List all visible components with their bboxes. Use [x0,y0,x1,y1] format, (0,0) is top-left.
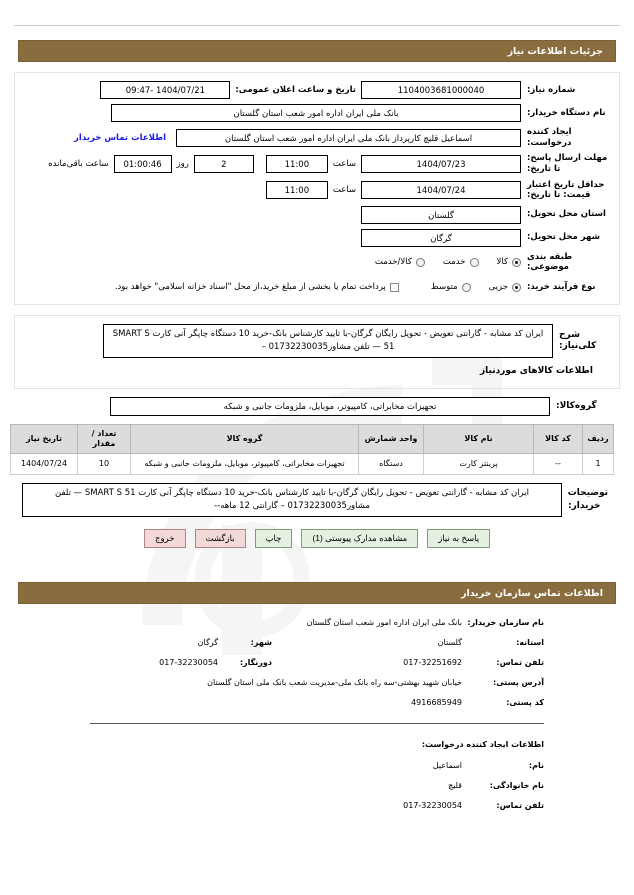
summary-text: ایران کد مشابه - گارانتی تعویض - تحویل رایگان گرگان-با تایید کارشناس بانک-خرید 10 دستگاه چاپگر آنی کارت SMART S 51 — تلفن مشاور01732230035 – [103,324,553,358]
city-field[interactable]: گرگان [361,229,521,247]
top-divider [14,25,620,26]
cell-nam-kala: پرینتر کارت [424,453,534,474]
validity-hour-label: ساعت [332,185,356,196]
treasury-checkbox-option[interactable] [115,282,399,292]
creator-section [60,761,544,810]
cell-radif: 1 [583,453,614,474]
creator-row [21,127,613,148]
classification-option-label: کالا/خدمت [374,257,412,268]
contact-postal-row [60,698,544,707]
cell-tarikh: 1404/07/24 [11,453,78,474]
contact-address-row [60,678,544,687]
col-kod-kala: کد کالا [534,425,583,453]
classification-option-kala[interactable] [497,257,521,267]
back-button[interactable]: بازگشت [195,529,246,548]
contact-org-label: نام سازمان خریدار: [467,618,544,628]
radio-icon[interactable] [512,258,521,267]
cell-tedad: 10 [78,453,131,474]
buyer-org-row [21,104,613,122]
city-label: شهر محل تحویل: [527,232,600,243]
province-field[interactable]: گلستان [361,206,521,224]
creator-lastname-value: قلیچ [447,781,462,791]
summary-label: شرح کلی‌نیاز: [559,330,597,352]
radio-icon[interactable] [416,258,425,267]
classification-row [21,252,613,273]
col-tedad: تعداد / مقدار [78,425,131,453]
city-row [21,229,613,247]
creator-phone-value: 017-32230054 [403,801,462,811]
process-row [21,278,613,296]
radio-icon[interactable] [512,283,521,292]
col-radif: ردیف [583,425,614,453]
contact-address-label: آدرس پستی: [493,678,544,688]
buyer-notes-label: توضیحات خریدار: [567,487,608,512]
classification-label: طبقه بندی موضوعی: [527,251,573,273]
deadline-hour-label: ساعت [332,158,356,169]
goods-group-field[interactable]: تجهیزات مخابراتی، کامپیوتر، موبایل، ملزومات جانبی و شبکه [110,397,550,416]
col-nam-kala: نام کالا [424,425,534,453]
buyer-contact-link[interactable]: اطلاعات تماس خریدار [74,132,166,143]
contact-org-row [60,618,544,627]
classification-option-khedmat[interactable] [443,257,479,267]
process-option-jozei[interactable] [489,282,521,292]
contact-section [60,618,544,707]
deadline-label: مهلت ارسال پاسخ: تا تاریخ: [527,153,608,174]
need-number-field[interactable]: 1104003681000040 [361,81,521,99]
page-root [0,25,634,895]
process-option-motavaset[interactable] [431,282,471,292]
need-info-panel [14,72,620,305]
validity-date-field[interactable]: 1404/07/24 [361,181,521,199]
creator-field[interactable]: اسماعیل قلیچ کارپرداز بانک ملی ایران اداره امور شعب استان گلستان [176,129,521,147]
buyer-org-label: نام دستگاه خریدار: [527,107,606,118]
cell-vahed: دستگاه [359,453,424,474]
deadline-row [21,153,613,174]
col-tarikh: تاریخ نیاز [11,425,78,453]
contact-phone-label: تلفن تماس: [496,658,544,668]
respond-button[interactable]: پاسخ به نیاز [427,529,490,548]
contact-address-value: خیابان شهید بهشتی-سه راه بانک ملی-مدیریت شعب بانک ملی استان گلستان [207,678,462,688]
announce-datetime-field[interactable]: 1404/07/21 -09:47 [100,81,230,99]
buyer-notes-row [20,483,614,517]
classification-option-label: خدمت [442,257,466,268]
creator-firstname-label: نام: [528,761,544,771]
summary-row [21,324,613,358]
classification-option-kala-khedmat[interactable] [375,257,425,267]
creator-phone-row [60,801,544,810]
contact-divider [90,723,544,724]
goods-group-row [20,397,614,416]
creator-firstname-row [60,761,544,770]
validity-label: حداقل تاریخ اعتبار قیمت: تا تاریخ: [527,179,605,201]
validity-row [21,180,613,201]
process-option-label: جزیی [488,282,508,292]
goods-group-label: گروه‌کالا: [556,401,597,412]
need-number-row [21,81,613,99]
contact-fax-label: دورنگار: [239,658,272,668]
contact-phone-value: 017-32251692 [403,658,462,668]
goods-panel [14,389,620,556]
deadline-hour-field[interactable]: 11:00 [266,155,328,173]
deadline-date-field[interactable]: 1404/07/23 [361,155,521,173]
buyer-org-field[interactable]: بانک ملی ایران اداره امور شعب استان گلستان [111,104,521,122]
days-remaining-field[interactable]: 2 [194,155,254,173]
need-number-label: شماره نیاز: [527,84,576,95]
contact-org-value: بانک ملی ایران اداره امور شعب استان گلستان [306,618,462,628]
treasury-checkbox-label: پرداخت تمام یا بخشی از مبلغ خرید،از محل "اسناد خزانه اسلامی" خواهد بود. [114,282,386,292]
creator-firstname-value: اسماعیل [432,761,462,771]
col-grooh-kala: گروه کالا [131,425,359,453]
contact-phone-row [60,658,544,667]
contact-city-label: شهر: [250,638,272,648]
countdown-field[interactable]: 01:00:46 [114,155,172,173]
goods-table [10,424,614,475]
province-label: استان محل تحویل: [527,209,606,220]
contact-fax-value: 017-32230054 [159,658,218,668]
contact-province-row [60,638,544,647]
col-vahed: واحد شمارش [359,425,424,453]
buyer-notes-text: ایران کد مشابه - گارانتی تعویض - تحویل رایگان گرگان-با تایید کارشناس بانک-خرید 10 دستگاه چاپگر آنی کارت SMART S 51 — تلفن مشاور01732230035 – گارانتی 12 ماهه-- [22,483,562,517]
exit-button[interactable]: خروج [144,529,186,548]
goods-section-title: اطلاعات کالاهای موردنیاز [479,366,593,377]
creator-phone-label: تلفن تماس: [496,801,544,811]
process-options [103,282,521,292]
print-button[interactable]: چاپ [255,529,293,548]
creator-label: ایجاد کننده درخواست: [527,127,572,148]
classification-option-label: کالا [496,257,508,268]
view-attachments-button[interactable]: مشاهده مدارک پیوستی (1) [301,529,418,548]
checkbox-icon[interactable] [390,283,399,292]
radio-icon[interactable] [462,283,471,292]
validity-hour-field[interactable]: 11:00 [266,181,328,199]
process-option-label: متوسط [430,282,458,292]
contact-province-label: استانه: [516,638,544,648]
action-buttons [20,529,614,548]
days-unit-label: روز [176,158,189,169]
process-label: نوع فرآیند خرید: [527,281,596,292]
table-header-row [11,425,614,453]
contact-postal-value: 4916685949 [411,698,462,708]
countdown-label: ساعت باقی‌مانده [48,158,109,169]
province-row [21,206,613,224]
announce-datetime-label: تاریخ و ساعت اعلان عمومی: [235,85,356,95]
creator-lastname-row [60,781,544,790]
contact-city-value: گرگان [197,638,218,648]
summary-panel [14,315,620,389]
cell-grooh-kala: تجهیزات مخابراتی، کامپیوتر، موبایل، ملزومات جانبی و شبکه [131,453,359,474]
contact-postal-label: کد پستی: [506,698,544,708]
creator-lastname-label: نام خانوادگی: [489,781,544,791]
classification-options [363,257,521,267]
page-title-band: جزئیات اطلاعات نیاز [18,40,616,62]
cell-kod-kala: -- [534,453,583,474]
contact-section-band: اطلاعات تماس سازمان خریدار [18,582,616,604]
table-row [11,453,614,474]
contact-province-value: گلستان [437,638,462,648]
creator-section-title: اطلاعات ایجاد کننده درخواست: [421,740,544,750]
radio-icon[interactable] [470,258,479,267]
